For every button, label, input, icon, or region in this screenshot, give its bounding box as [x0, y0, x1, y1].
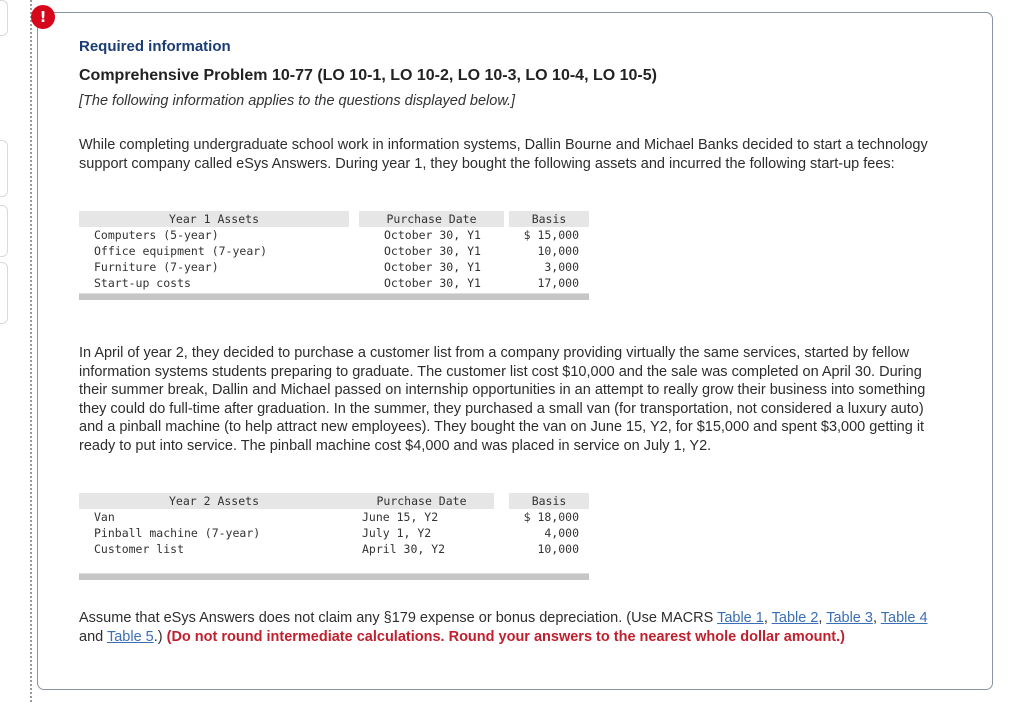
table-row: [79, 275, 589, 291]
problem-title: Comprehensive Problem 10-77 (LO 10-1, LO 10-2, LO 10-3, LO 10-4, LO 10-5): [79, 67, 657, 84]
table-row: [79, 243, 589, 259]
side-tab[interactable]: [0, 140, 8, 197]
rounding-instruction: (Do not round intermediate calculations. Round your answers to the nearest whole dollar amount.): [166, 628, 845, 645]
year2-assets-table: [79, 493, 589, 580]
table-5-link[interactable]: Table 5: [106, 628, 154, 645]
separator: ,: [763, 610, 772, 626]
asset-name: Van: [94, 510, 115, 524]
asset-name: Customer list: [94, 542, 185, 556]
basis: $ 15,000: [523, 228, 579, 242]
purchase-date: July 1, Y2: [362, 526, 432, 540]
purchase-date: October 30, Y1: [384, 244, 481, 258]
purchase-date: October 30, Y1: [384, 228, 481, 242]
header-purchase-date: Purchase Date: [349, 493, 494, 509]
paragraph-assumptions: [79, 609, 949, 646]
left-dotted-guide: [30, 0, 32, 702]
purchase-date: October 30, Y1: [384, 260, 481, 274]
purchase-date: April 30, Y2: [362, 542, 446, 556]
table-3-link[interactable]: Table 3: [826, 610, 873, 626]
table-1-link[interactable]: Table 1: [717, 610, 764, 626]
separator: ,: [818, 610, 827, 626]
side-tab[interactable]: [0, 0, 8, 36]
header-basis: Basis: [509, 211, 589, 227]
basis: 3,000: [544, 260, 579, 274]
separator: and: [79, 628, 107, 645]
table-row: [79, 259, 589, 275]
assumption-text: Assume that eSys Answers does not claim any §179 expense or bonus depreciation. (Use MACRS: [79, 610, 718, 626]
header-purchase-date: Purchase Date: [359, 211, 504, 227]
table-header: [79, 493, 589, 509]
basis: 10,000: [537, 542, 579, 556]
table-row: [79, 525, 589, 541]
asset-name: Computers (5-year): [94, 228, 219, 242]
required-information-heading: Required information: [79, 38, 231, 55]
separator: ,: [872, 610, 881, 626]
asset-name: Office equipment (7-year): [94, 244, 268, 258]
table-bottom-rule: [79, 293, 589, 300]
purchase-date: June 15, Y2: [362, 510, 439, 524]
table-row: [79, 509, 589, 525]
header-basis: Basis: [509, 493, 589, 509]
basis: 4,000: [544, 526, 579, 540]
paragraph-year1: While completing undergraduate school work in information systems, Dallin Bourne and Michael Banks decided to start a technology support company called eSys Answers. During year 1, they bought the following assets and incurred the following start-up fees:: [79, 137, 928, 172]
side-tab[interactable]: [0, 262, 8, 324]
table-header: [79, 211, 589, 227]
year1-assets-table: [79, 211, 589, 300]
table-row: [79, 541, 589, 557]
header-assets: Year 1 Assets: [79, 211, 353, 227]
instruction-note: [The following information applies to the questions displayed below.]: [79, 93, 516, 109]
asset-name: Start-up costs: [94, 276, 191, 290]
table-row: [79, 227, 589, 243]
table-bottom-rule: [79, 573, 589, 580]
table-4-link[interactable]: Table 4: [880, 610, 928, 626]
header-assets: Year 2 Assets: [79, 493, 353, 509]
basis: $ 18,000: [523, 510, 579, 524]
side-tab[interactable]: [0, 205, 8, 257]
table-2-link[interactable]: Table 2: [771, 610, 819, 626]
separator: .): [153, 628, 167, 645]
basis: 10,000: [537, 244, 579, 258]
exclamation-icon: !: [31, 5, 55, 29]
purchase-date: October 30, Y1: [384, 276, 481, 290]
paragraph-year2: In April of year 2, they decided to purchase a customer list from a company providing virtually the same services, started by fellow information systems students preparing to graduate. The customer list cost $10,000 and the sale was completed on April 30. During their summer break, Dallin and Michael passed on internship opportunities in an attempt to really grow their business into something they could do full-time after graduation. In the summer, they purchased a small van (for transportation, not considered a luxury auto) and a pinball machine (to help attract new employees). They bought the van on June 15, Y2, for $15,000 and spent $3,000 getting it ready to put into service. The pinball machine cost $4,000 and was placed in service on July 1, Y2.: [79, 345, 926, 454]
basis: 17,000: [537, 276, 579, 290]
asset-name: Furniture (7-year): [94, 260, 219, 274]
asset-name: Pinball machine (7-year): [94, 526, 261, 540]
